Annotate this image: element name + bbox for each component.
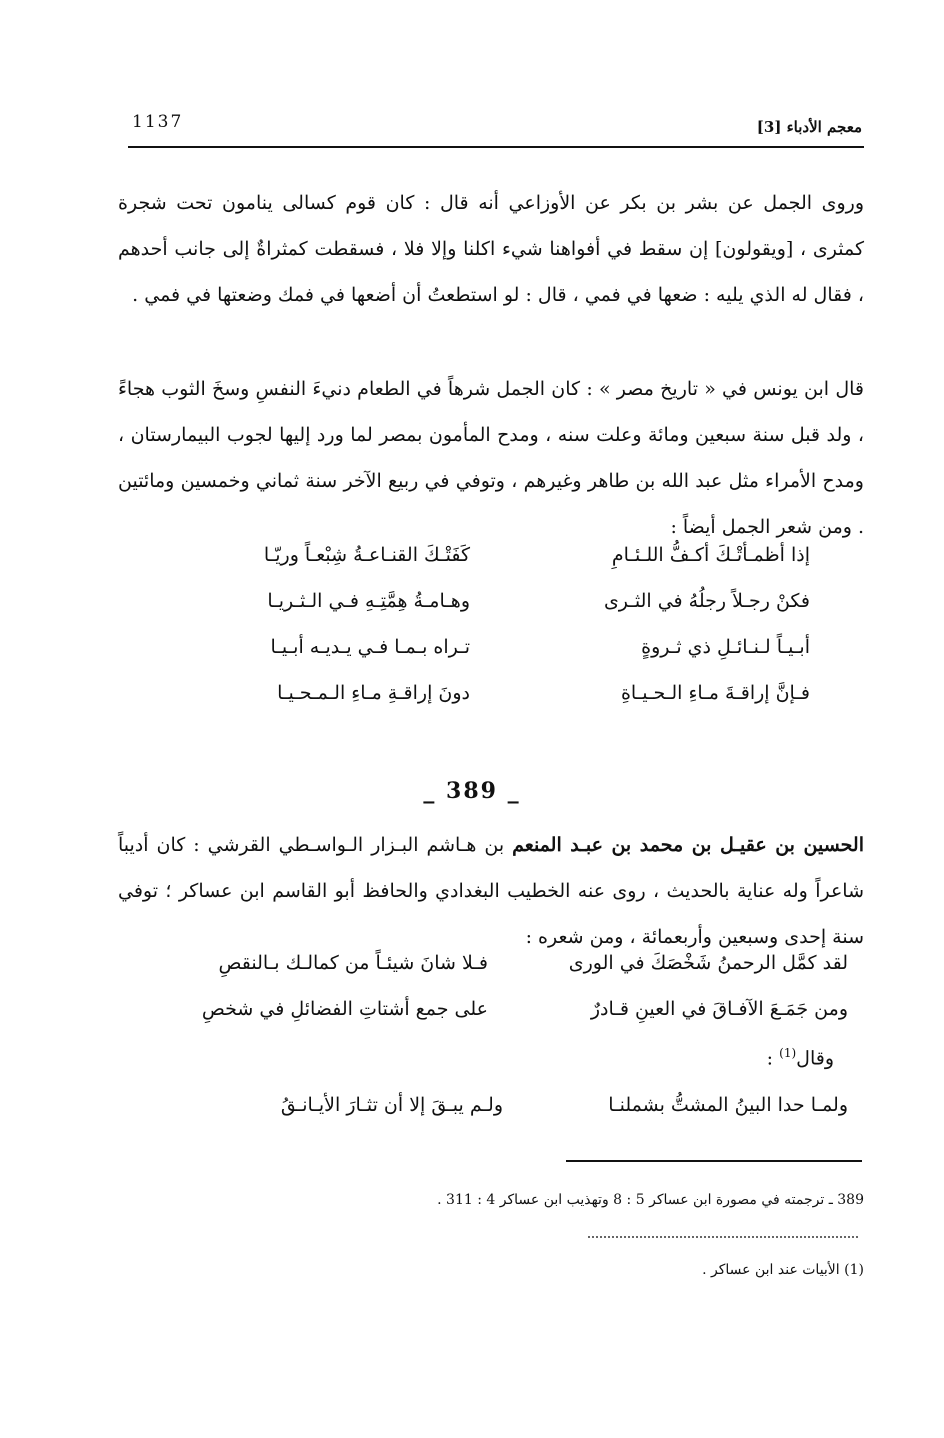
verse-line (170, 544, 810, 590)
paragraph-1 (118, 180, 864, 318)
verse-first-hemistich: أبـيـاً لـنـائـلِ ذي ثـروةٍ (641, 636, 810, 658)
footnote-rule (566, 1160, 862, 1162)
verse-line (170, 636, 810, 682)
poem-1 (170, 544, 810, 728)
verse-second-hemistich: تـراه بـمـا فـي يـديـه أبـيـا (270, 636, 470, 658)
footnote-dotted-separator (588, 1236, 858, 1238)
entry-description: بن هـاشم البـزار الـواسـطي القرشي : كان أديباً شاعراً وله عناية بالحديث ، روى عنه الخطيب البغدادي والحافظ أبو القاسم ابن عساكر ؛ توفي سنة إحدى وسبعين وأربعمائة ، ومن شعره : (118, 834, 864, 948)
verse-line (160, 1094, 848, 1140)
verse-first-hemistich: ومن جَمَـعَ الآفـاقَ في العينِ قـادرٌ (590, 998, 848, 1020)
verse-second-hemistich: على جمع أشتاتِ الفضائلِ في شخصِ (201, 998, 488, 1020)
he-said-line (767, 1046, 834, 1069)
verse-line (170, 590, 810, 636)
verse-line (128, 998, 848, 1044)
he-said-colon: : (766, 1047, 780, 1070)
entry-text (118, 822, 864, 960)
entry-number: _ 389 _ (423, 778, 521, 804)
footnote-source: 389 ـ ترجمته في مصورة ابن عساكر 5 : 8 وتهذيب ابن عساكر 4 : 311 . (437, 1192, 864, 1208)
footnote-ref[interactable]: (1) (779, 1046, 797, 1060)
verse-second-hemistich: كَفَتْـكَ القنـاعـةُ شِبْعـاً وريّـا (263, 544, 470, 566)
page-number: 1137 (132, 112, 184, 132)
running-title: معجم الأدباء [3] (756, 118, 862, 136)
entry-name: الحسين بن عقيـل بن محمد بن عبـد المنعم (512, 834, 865, 856)
verse-first-hemistich: فـإنَّ إراقـةَ مـاءِ الـحـيـاةِ (620, 682, 810, 704)
paragraph-1-text: وروى الجمل عن بشر بن بكر عن الأوزاعي أنه قال : كان قوم كسالى ينامون تحت شجرة كمثرى ، [ويقولون] إن سقط في أفواهنا شيء اكلنا وإلا فلا ، فسقطت كمثراةٌ إلى جانب أحدهم ، فقال له الذي يليه : ضعها في فمي ، قال : لو استطعتُ أن أضعها في فمك وضعتها في فمي . (118, 192, 864, 306)
poem-3 (160, 1094, 848, 1140)
verse-first-hemistich: فكنْ رجـلاً رجلُهُ في الثـرى (603, 590, 810, 612)
verse-line (128, 952, 848, 998)
verse-line (170, 682, 810, 728)
verse-first-hemistich: إذا أظمـأتْـكَ أكـفُّ اللـئـامِ (611, 544, 810, 566)
page-header (128, 112, 862, 146)
he-said-text: وقال (796, 1047, 834, 1070)
poem-2 (128, 952, 848, 1044)
verse-first-hemistich: ولمـا حدا البينُ المشتُّ بشملنـا (608, 1094, 848, 1116)
verse-second-hemistich: وهـامـةُ هِمَّتِـهِ فـي الـثـريـا (267, 590, 470, 612)
verse-second-hemistich: ولـم يبـقَ إلا أن تثـارَ الأيـانـقُ (280, 1094, 503, 1116)
paragraph-2 (118, 366, 864, 550)
verse-second-hemistich: فـلا شانَ شيئـاً من كمالـك بـالنقصِ (218, 952, 488, 974)
verse-first-hemistich: لقد كمَّل الرحمنُ شَخْصَكَ في الورى (568, 952, 848, 974)
footnote-1: (1) الأبيات عند ابن عساكر . (702, 1262, 864, 1278)
entry-paragraph (118, 822, 864, 960)
verse-second-hemistich: دونَ إراقـةِ مـاءِ الـمـحـيـا (277, 682, 470, 704)
header-rule (128, 146, 864, 148)
paragraph-2-text: قال ابن يونس في « تاريخ مصر » : كان الجمل شرهاً في الطعام دنيءَ النفسِ وسخَ الثوب هجاءً ، ولد قبل سنة سبعين ومائة وعلت سنه ، ومدح المأمون بمصر لما ورد إليها لجوب البيمارستان ، ومدح الأمراء مثل عبد الله بن طاهر وغيرهم ، وتوفي في ربيع الآخر سنة ثماني وخمسين ومائتين . ومن شعر الجمل أيضاً : (118, 378, 864, 538)
